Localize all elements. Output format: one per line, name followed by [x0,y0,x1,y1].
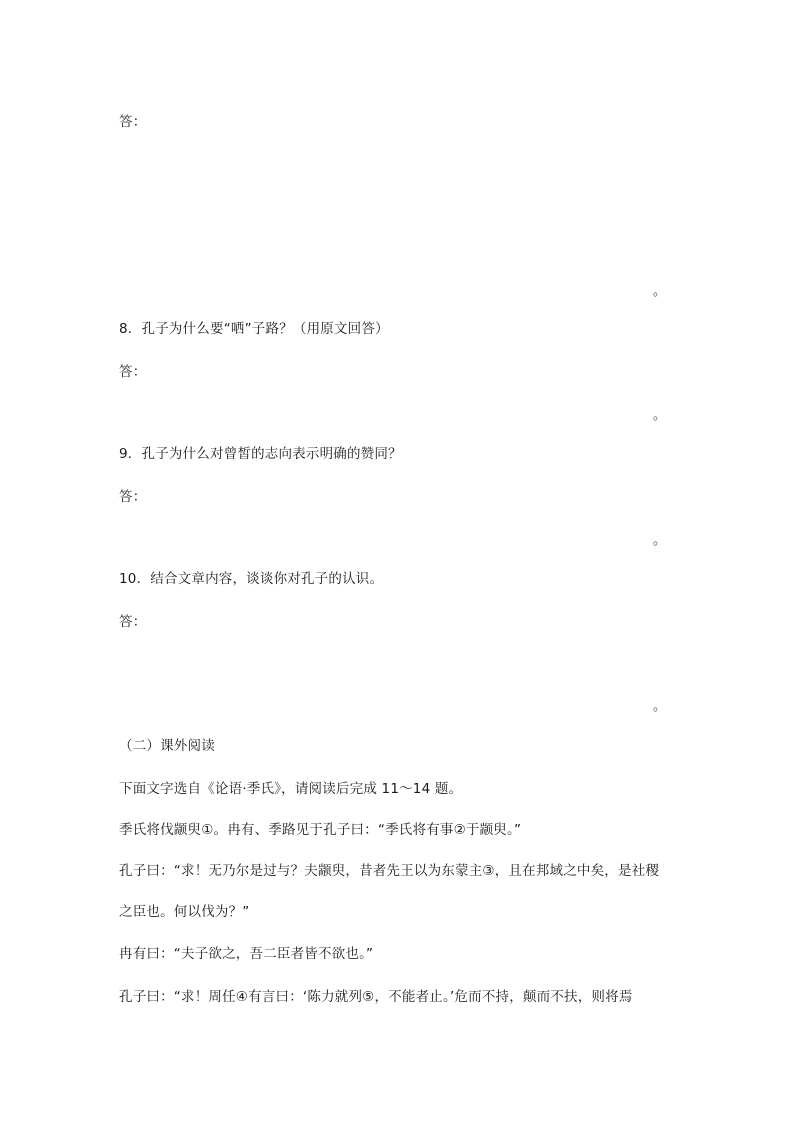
passage-line: 之臣也。何以伐为？” [119,904,250,920]
section-heading: （二）课外阅读 [119,738,215,754]
section-intro: 下面文字选自《论语·季氏》，请阅读后完成 11～14 题。 [119,781,463,797]
passage-line: 孔子曰：“求！周任④有言曰：‘陈力就列⑤，不能者止。’危而不持，颠而不扶，则将焉 [119,989,633,1005]
end-mark: 。 [653,533,667,548]
passage-line: 孔子曰：“求！无乃尔是过与？夫颛臾，昔者先王以为东蒙主③，且在邦域之中矣，是社稷 [119,863,660,879]
question-9: 9．孔子为什么对曾皙的志向表示明确的赞同？ [119,446,402,462]
answer-9: 答： [119,489,147,505]
end-mark: 。 [653,408,667,423]
answer-8: 答： [119,364,147,380]
passage-line: 冉有曰：“夫子欲之，吾二臣者皆不欲也。” [119,946,374,962]
question-10: 10．结合文章内容，谈谈你对孔子的认识。 [119,571,384,587]
answer-7: 答： [119,114,147,130]
answer-10: 答： [119,614,147,630]
end-mark: 。 [653,284,667,299]
question-8: 8．孔子为什么要“哂”子路？（用原文回答） [119,321,389,337]
passage-line: 季氏将伐颛臾①。冉有、季路见于孔子曰：“季氏将有事②于颛臾。” [119,822,522,838]
end-mark: 。 [653,699,667,714]
